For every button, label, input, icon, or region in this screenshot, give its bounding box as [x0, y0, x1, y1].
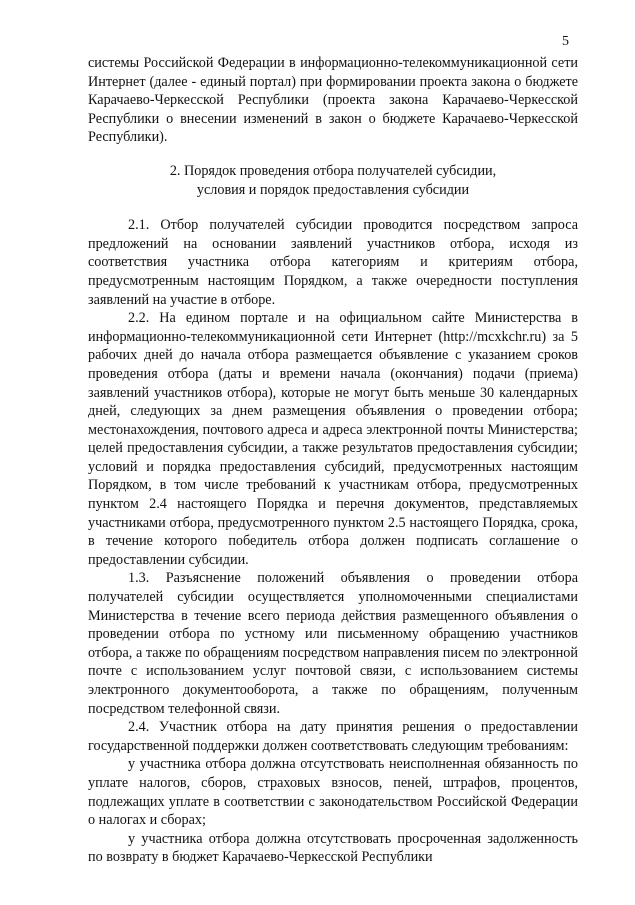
paragraph-continuation: системы Российской Федерации в информационно-телекоммуникационной сети Интернет (далее - единый портал) при формировании проекта закона о бюджете Карачаево-Черкесской Республики (проекта закона Карачаево-Черкесской Республики о внесении изменений в закон о бюджете Карачаево-Черкесской Республики).	[88, 55, 578, 146]
section-heading	[88, 162, 578, 199]
paragraph-2-1: 2.1. Отбор получателей субсидии проводится посредством запроса предложений на основании заявлений участников отбора, исходя из соответствия участника отбора категориям и критериям отбора, предусмотренным настоящим Порядком, а также очередности поступления заявлений на участие в отборе.	[88, 217, 578, 308]
paragraph-requirement-debt: у участника отбора должна отсутствовать просроченная задолженность по возврату в бюджет Карачаево-Черкесской Республики	[88, 830, 578, 866]
section-heading-line-2: условия и порядок предоставления субсидии	[196, 181, 470, 198]
paragraph-2-4: 2.4. Участник отбора на дату принятия решения о предоставлении государственной поддержки должен соответствовать следующим требованиям:	[88, 719, 578, 754]
paragraph-2-2: 2.2. На едином портале и на официальном сайте Министерства в информационно-телекоммуникационной сети Интернет (http://mcxkchr.ru) за 5 рабочих дней до начала отбора размещается объявление с указанием сроков проведения отбора (даты и времени начала (окончания) подачи (приема) заявлений участников отбора), которые не могут быть меньше 30 календарных дней, следующих за днем размещения объявления о проведении отбора; местонахождения, почтового адреса и адреса электронной почты Министерства; целей предоставления субсидии, а также результатов предоставления субсидии; условий и порядка предоставления субсидий, предусмотренных настоящим Порядком, в том числе требований к участникам отбора, предусмотренных пунктом 2.4 настоящего Порядка и перечня документов, представляемых участниками отбора, предусмотренного пунктом 2.5 настоящего Порядка, срока, в течение которого победитель отбора должен подписать соглашение о предоставлении субсидии.	[88, 310, 578, 568]
paragraph-1-3: 1.3. Разъяснение положений объявления о проведении отбора получателей субсидии осуществляется уполномоченными специалистами Министерства в течение всего периода действия размещенного объявления о проведении отбора по устному или письменному обращению участников отбора, а также по обращениям посредством направления писем по электронной почте с использованием услуг почтовой связи, с использованием системы электронного документооборота, а также по обращениям, полученным посредством телефонной связи.	[88, 570, 578, 717]
page-number: 5	[562, 34, 569, 49]
paragraph-requirement-taxes: у участника отбора должна отсутствовать неисполненная обязанность по уплате налогов, сборов, страховых взносов, пеней, штрафов, процентов, подлежащих уплате в соответствии с законодательством Российской Федерации о налогах и сборах;	[88, 756, 578, 829]
document-body	[88, 54, 578, 867]
section-heading-line-1: 2. Порядок проведения отбора получателей субсидии,	[169, 162, 497, 179]
